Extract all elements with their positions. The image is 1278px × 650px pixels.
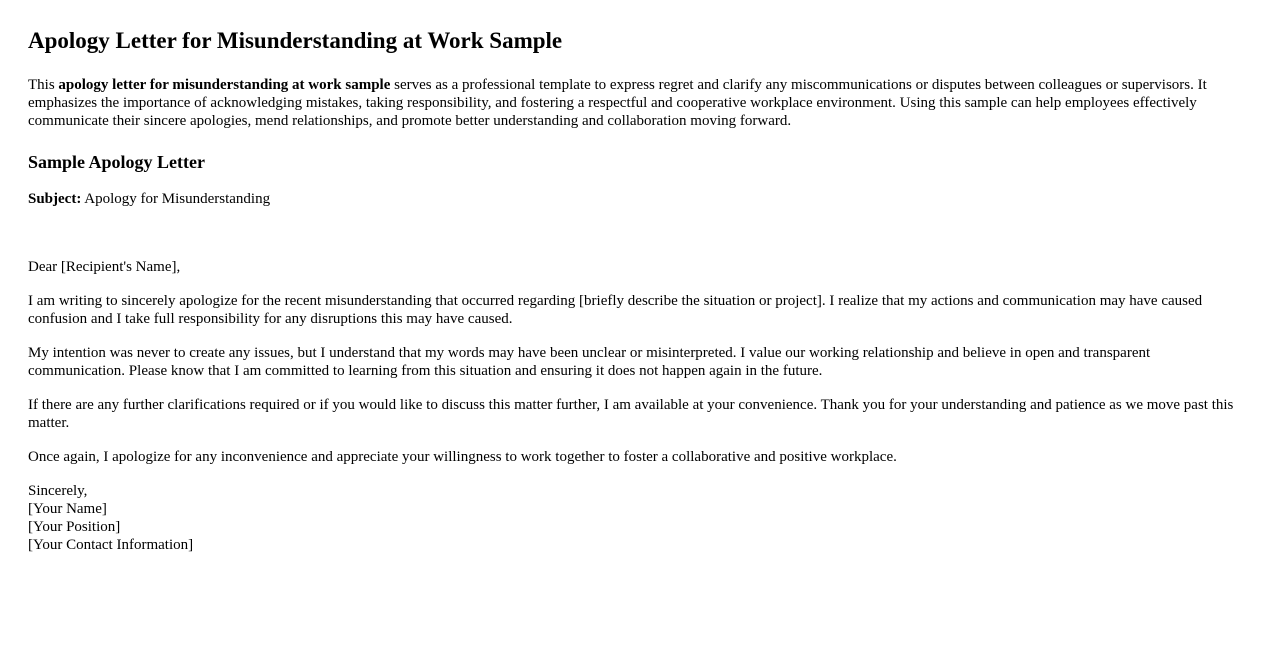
intro-paragraph [28, 76, 1250, 130]
letter-paragraph-3: If there are any further clarifications required or if you would like to discuss this matter further, I am available at your convenience. Thank you for your understanding and patience as we move past this matter. [28, 397, 1234, 431]
signature-position: [Your Position] [28, 519, 121, 535]
letter-closing: Sincerely, [28, 483, 88, 499]
subject-label: Subject: [28, 191, 82, 207]
letter-signature [28, 482, 1250, 554]
letter-paragraph-4: Once again, I apologize for any inconvenience and appreciate your willingness to work together to foster a collaborative and positive workplace. [28, 449, 897, 465]
signature-name: [Your Name] [28, 501, 107, 517]
section-heading: Sample Apology Letter [28, 152, 205, 172]
letter-paragraph-2: My intention was never to create any issues, but I understand that my words may have been unclear or misinterpreted. I value our working relationship and believe in open and transparent communication. Please know that I am committed to learning from this situation and ensuring it does not happen again in the future. [28, 345, 1151, 379]
letter-paragraph-1: I am writing to sincerely apologize for the recent misunderstanding that occurred regarding [briefly describe the situation or project]. I realize that my actions and communication may have caused confusion and I take full responsibility for any disruptions this may have caused. [28, 293, 1203, 327]
page-title: Apology Letter for Misunderstanding at Work Sample [28, 28, 563, 53]
signature-contact: [Your Contact Information] [28, 537, 194, 553]
subject-value: Apology for Misunderstanding [81, 191, 271, 207]
intro-bold-keyphrase: apology letter for misunderstanding at work sample [58, 77, 391, 93]
intro-prefix: This [28, 77, 59, 93]
spacer [28, 224, 1250, 258]
intro-suffix: serves as a professional template to express regret and clarify any miscommunications or disputes between colleagues or supervisors. It emphasizes the importance of acknowledging mistakes, taking responsibility, and fostering a respectful and cooperative workplace environment. Using this sample can help employees effectively communicate their sincere apologies, mend relationships, and promote better understanding and collaboration moving forward. [28, 77, 1207, 129]
letter-greeting: Dear [Recipient's Name], [28, 259, 181, 275]
letter-body [28, 258, 1250, 554]
subject-line [28, 190, 1250, 208]
